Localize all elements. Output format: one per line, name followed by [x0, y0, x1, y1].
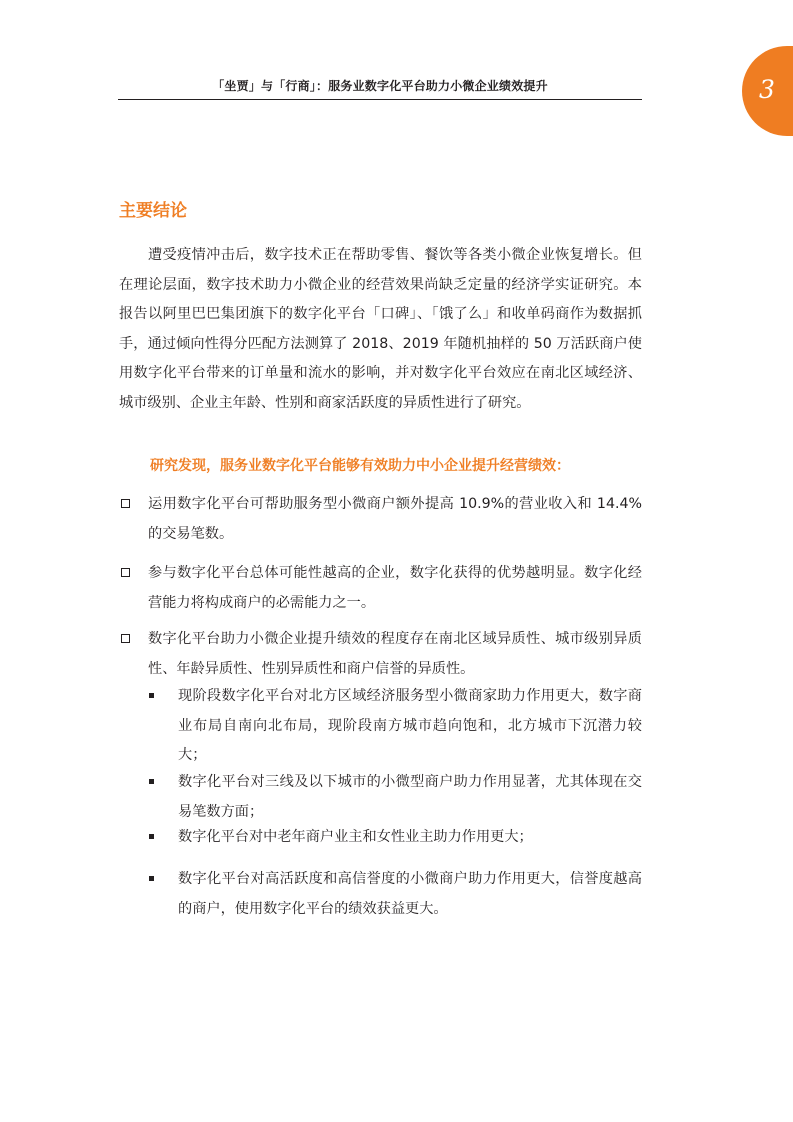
- checkbox-bullet-icon: [121, 499, 130, 508]
- square-bullet-icon: [149, 834, 154, 839]
- sub-finding-item: [148, 682, 642, 771]
- finding-item: [119, 490, 642, 549]
- sub-finding-text: 现阶段数字化平台对北方区域经济服务型小微商家助力作用更大，数字商业布局自南向北布局，现阶段南方城市趋向饱和，北方城市下沉潜力较大；: [178, 688, 642, 763]
- square-bullet-icon: [149, 779, 154, 784]
- section-title: 主要结论: [119, 201, 187, 221]
- finding-text: 数字化平台助力小微企业提升绩效的程度存在南北区域异质性、城市级别异质性、年龄异质性、性别异质性和商户信誉的异质性。: [148, 631, 642, 677]
- sub-finding-text: 数字化平台对高活跃度和高信誉度的小微商户助力作用更大，信誉度越高的商户，使用数字化平台的绩效获益更大。: [178, 871, 642, 917]
- finding-text: 参与数字化平台总体可能性越高的企业，数字化获得的优势越明显。数字化经营能力将构成商户的必需能力之一。: [148, 565, 642, 611]
- sub-finding-item: [148, 823, 642, 853]
- intro-paragraph: 遭受疫情冲击后，数字技术正在帮助零售、餐饮等各类小微企业恢复增长。但在理论层面，数字技术助力小微企业的经营效果尚缺乏定量的经济学实证研究。本报告以阿里巴巴集团旗下的数字化平台「口碑」、「饿了么」和收单码商作为数据抓手，通过倾向性得分匹配方法测算了 2018、2019 年随机抽样的 50 万活跃商户使用数字化平台带来的订单量和流水的影响，并对数字化平台效应在南北区域经济、城市级别、企业主年龄、性别和商家活跃度的异质性进行了研究。: [119, 247, 642, 411]
- page-number: 3: [759, 75, 775, 104]
- checkbox-bullet-icon: [121, 568, 130, 577]
- sub-finding-item: [148, 768, 642, 827]
- sub-finding-text: 数字化平台对中老年商户业主和女性业主助力作用更大；: [178, 829, 533, 845]
- header-rule: [118, 99, 642, 100]
- square-bullet-icon: [149, 876, 154, 881]
- sub-finding-text: 数字化平台对三线及以下城市的小微型商户助力作用显著，尤其体现在交易笔数方面；: [178, 774, 642, 820]
- running-header-title: 「坐贾」与「行商」：服务业数字化平台助力小微企业绩效提升: [212, 79, 548, 93]
- findings-lead: 研究发现，服务业数字化平台能够有效助力中小企业提升经营绩效：: [150, 458, 570, 474]
- finding-text: 运用数字化平台可帮助服务型小微商户额外提高 10.9%的营业收入和 14.4%的交易笔数。: [148, 496, 642, 542]
- finding-item: [119, 559, 642, 618]
- sub-finding-item: [148, 865, 642, 924]
- checkbox-bullet-icon: [121, 634, 130, 643]
- square-bullet-icon: [149, 693, 154, 698]
- finding-item: [119, 625, 642, 684]
